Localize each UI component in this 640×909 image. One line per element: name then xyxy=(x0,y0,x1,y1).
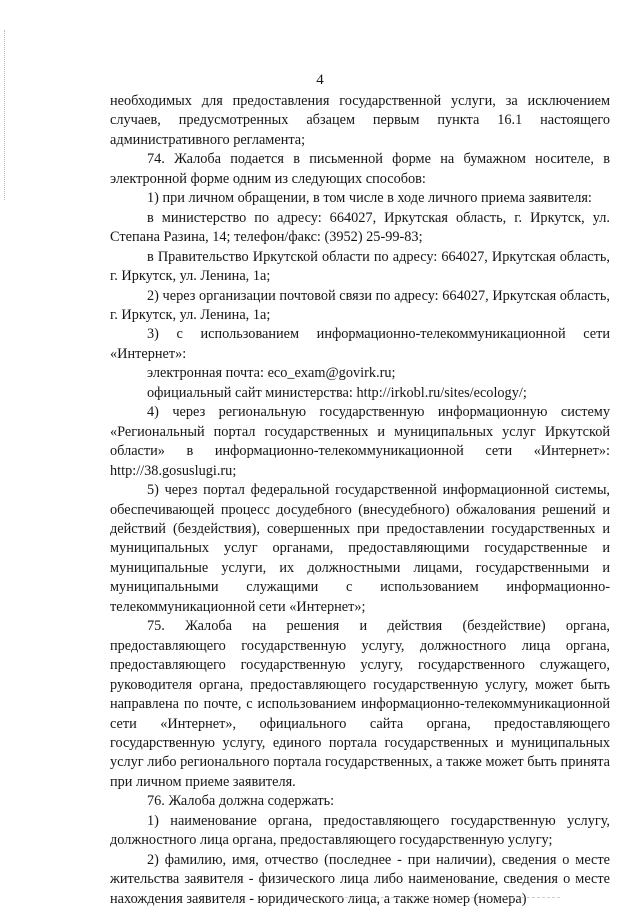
page-number: 4 xyxy=(316,72,324,88)
paragraph-government-address: в Правительство Иркутской области по адресу: 664027, Иркутская область, г. Иркутск, ул. Ленина, 1а; xyxy=(110,248,610,285)
paragraph-75: 75. Жалоба на решения и действия (бездействие) органа, предоставляющего государственную услугу, должностного лица органа, предоставляющего государственную услугу, государственного служащего, руководителя органа, предоставляющего государственную услугу, может быть направлена по почте, с использованием информационно-телекоммуникационной сети «Интернет», официального сайта органа, предоставляющего государственную услугу, единого портала государственных и муниципальных услуг либо регионального портала государственных, а также может быть принята при личном приеме заявителя. xyxy=(110,618,610,790)
paragraph-continuation: необходимых для предоставления государственной услуги, за исключением случаев, предусмотренных абзацем первым пункта 16.1 настоящего административного регламента; xyxy=(110,93,610,148)
scan-margin-marks xyxy=(4,30,7,200)
paragraph-74-item-3: 3) с использованием информационно-телекоммуникационной сети «Интернет»: xyxy=(110,326,610,362)
paragraph-74-item-5: 5) через портал федеральной государственной информационной системы, обеспечивающей процесс досудебного (внесудебного) обжалования решений и действий (бездействия), совершенных при предоставлении государственных и муниципальных услуг органами, предоставляющими государственные и муниципальные услуги, их должностными лицами, государственными и муниципальными служащими с использованием информационно-телекоммуникационной сети «Интернет»; xyxy=(110,482,610,615)
paragraph-76-item-1: 1) наименование органа, предоставляющего государственную услугу, должностного лица органа, предоставляющего государственную услугу; xyxy=(110,812,610,849)
paragraph-website: официальный сайт министерства: http://irkobl.ru/sites/ecology/; xyxy=(147,384,527,401)
paragraph-74: 74. Жалоба подается в письменной форме на бумажном носителе, в электронной форме одним из следующих способов: xyxy=(110,151,610,187)
regulation-text xyxy=(110,92,610,909)
paragraph-74-item-4: 4) через региональную государственную информационную систему «Региональный портал государственных и муниципальных услуг Иркутской области» в информационно-телекоммуникационной сети «Интернет»: http://38.gosuslugi.ru; xyxy=(110,404,610,479)
paragraph-74-item-1: 1) при личном обращении, в том числе в ходе личного приема заявителя: xyxy=(147,190,592,207)
paragraph-74-item-2: 2) через организации почтовой связи по адресу: 664027, Иркутская область, г. Иркутск, ул. Ленина, 1а; xyxy=(110,287,610,323)
scan-footer-artifact xyxy=(300,897,560,901)
paragraph-76: 76. Жалоба должна содержать: xyxy=(147,793,335,810)
paragraph-email: электронная почта: eco_exam@govirk.ru; xyxy=(147,365,396,382)
paragraph-ministry-address: в министерство по адресу: 664027, Иркутская область, г. Иркутск, ул. Степана Разина, 14; телефон/факс: (3952) 25-99-83; xyxy=(110,209,610,246)
paragraph-76-item-2: 2) фамилию, имя, отчество (последнее - при наличии), сведения о месте жительства заявителя - физического лица либо наименование, сведения о месте нахождения заявителя - юридического лица, а также номер (номера) xyxy=(110,851,610,907)
